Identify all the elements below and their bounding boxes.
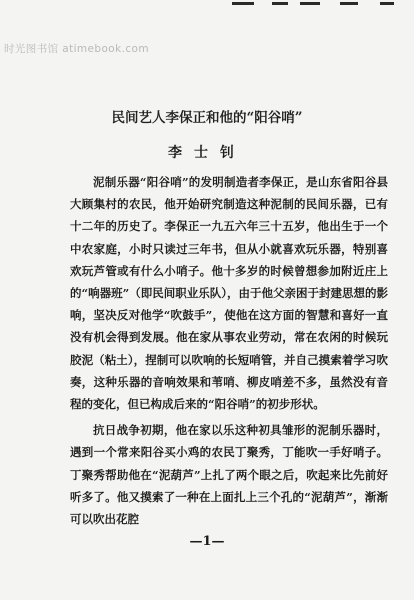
paragraph: 抗日战争初期，他在家以乐这种初具雏形的泥制乐器时，遇到一个常来阳谷买小鸡的农民丁聚秀，丁能吹一手好哨子。丁聚秀帮助他在“泥葫芦”上扎了两个眼之后，吹起来比先前好听多了。他又摸索了一种在上面扎上三个孔的“泥葫芦”，渐渐可以吹出花腔: [70, 423, 388, 527]
author-name: 李士钊: [168, 145, 246, 161]
paragraph: 泥制乐器“阳谷哨”的发明制造者李保正，是山东省阳谷县大顾集村的农民，他开始研究制造这种泥制的民间乐器，已有十二年的历史了。李保正一九五六年三十五岁，他出生于一个中农家庭，小时只读过三年书，但从小就喜欢玩乐器，特别喜欢玩芦管或有什么小哨子。他十多岁的时候曾想参加附近庄上的“响器班”（即民间职业乐队），由于他父亲困于封建思想的影响，坚决反对他学“吹鼓手”，使他在这方面的智慧和喜好一直没有机会得到发展。他在家从事农业劳动，常在农闲的时候玩胶泥（粘土），捏制可以吹响的长短哨管，并自己摸索着学习吹奏，这种乐器的音响效果和苇哨、柳皮哨差不多，虽然没有音程的变化，但已构成后来的“阳谷哨”的初步形状。: [70, 175, 388, 412]
scan-edge-marks: [0, 0, 414, 8]
article-title: 民间艺人李保正和他的“阳谷哨”: [111, 110, 303, 126]
page-number: —1—: [189, 534, 225, 549]
article-body: [70, 171, 388, 530]
watermark: 时光图书馆 atimebook.com: [4, 43, 149, 55]
